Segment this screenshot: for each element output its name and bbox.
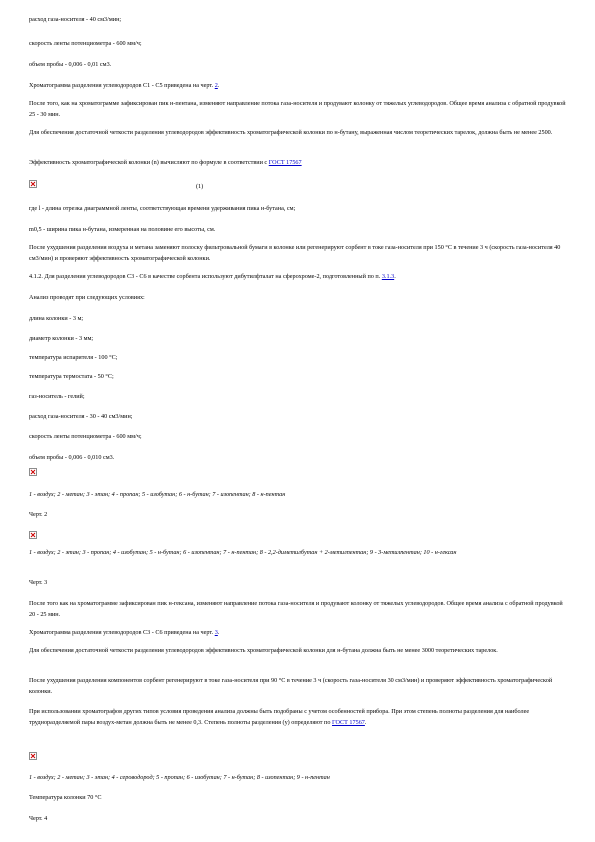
text-thermostat-temp: температура термостата - 50 °С; xyxy=(29,373,114,380)
broken-image-icon xyxy=(29,180,37,188)
paragraph-chromatogram-c3-c6: Хроматограмма разделения углеводородов С3 - С6 приведена на черт. 3. xyxy=(29,629,220,636)
caption-fig-3: Черт. 3 xyxy=(29,579,48,586)
legend-fig-4: 1 - воздух; 2 - метан; 3 - этан; 4 - сероводород; 5 - пропан; 6 - изобутан; 7 - н-бутан; 8 - изопентан; 9 - н-пентан xyxy=(29,774,330,781)
paragraph-other-chromatographs: При использовании хроматографов других типов условия проведения анализа должны быть подобраны с учетом особенностей прибора. При этом степень полноты разделения для наиболее трудноразделяемой пары воздух-метан должна быть не менее 0,3. Степень полноты разделения (у) определяют по ГОСТ 17567. xyxy=(29,708,530,726)
paragraph-efficiency-formula: Эффективность хроматографической колонки (n) вычисляют по формуле в соответствии с ГОСТ 17567 xyxy=(29,159,302,166)
text-gas-flow: расход газа-носителя - 40 см3/мин; xyxy=(29,16,122,23)
paragraph-4-1-2: 4.1.2. Для разделения углеводородов С3 - С6 в качестве сорбента используют дибутилфталат на сферохроме-2, подготовленный по п. 3.1.3. xyxy=(29,273,396,280)
paragraph-efficiency-butane: Для обеспечения достаточной четкости разделения углеводородов эффективность хроматографической колонки по н-бутану, выраженная числом теоретических тарелок, должна быть не менее 2500. xyxy=(29,129,553,136)
text-tape-speed-2: скорость ленты потенциометра - 600 мм/ч; xyxy=(29,433,142,440)
paragraph-reverse-flow-2: После того как на хроматограмме зафиксирован пик н-гексана, изменяют направление потока газа-носителя и продувают колонку от тяжелых углеводородов. Общее время анализа с обратной продувкой 20 - 25 мин. xyxy=(29,600,563,618)
text-column-diameter: диаметр колонки - 3 мм; xyxy=(29,335,94,342)
text-gas-flow-2: расход газа-носителя - 30 - 40 см3/мин; xyxy=(29,413,133,420)
broken-image-icon xyxy=(29,752,37,760)
text-column-length: длина колонки - 3 м; xyxy=(29,315,84,322)
text-sample-volume-2: объем пробы - 0,006 - 0,010 см3. xyxy=(29,454,115,461)
paragraph-reverse-flow: После того, как на хроматограмме зафиксирован пик н-пентана, изменяют направление потока газа-носителя и продувают колонку от тяжелых углеводородов. Общее время анализа с обратной продувкой 25 - 30 мин. xyxy=(29,100,566,118)
equation-number: (1) xyxy=(196,183,204,190)
caption-fig-2: Черт. 2 xyxy=(29,511,48,518)
link-gost-17567[interactable]: ГОСТ 17567 xyxy=(268,159,302,166)
text-tape-speed: скорость ленты потенциометра - 600 мм/ч; xyxy=(29,40,142,47)
link-fig-3[interactable]: 3 xyxy=(214,629,218,636)
text-where-l: где l - длина отрезка диаграммной ленты, соответствующая времени удерживания пика н-бутана, см; xyxy=(29,205,296,212)
text-evaporator-temp: температура испарителя - 100 °С; xyxy=(29,354,118,361)
link-gost-17567-2[interactable]: ГОСТ 17567 xyxy=(332,719,365,726)
text-conditions: Анализ проводят при следующих условиях: xyxy=(29,294,145,301)
broken-image-icon xyxy=(29,468,37,476)
paragraph-efficiency-3000: Для обеспечения достаточной четкости разделения углеводородов эффективность хроматографической колонки для н-бутана должна быть не менее 3000 теоретических тарелок. xyxy=(29,647,498,654)
legend-fig-2: 1 - воздух; 2 - метан; 3 - этан; 4 - пропан; 5 - изобутан; 6 - н-бутан; 7 - изопентан; 8 - н-пентан xyxy=(29,491,286,498)
text-column-temp-70: Температура колонки 70 °С xyxy=(29,794,102,801)
paragraph-chromatogram-c1-c5: Хроматограмма разделения углеводородов С1 - С5 приведена на черт. 2. xyxy=(29,82,220,89)
text-sample-volume: объем пробы - 0,006 - 0,01 см3. xyxy=(29,61,112,68)
caption-fig-4: Черт. 4 xyxy=(29,815,48,822)
text-carrier-gas: газ-носитель - гелий; xyxy=(29,393,85,400)
paragraph-regenerate-sorbent: После ухудшения разделения воздуха и метана заменяют полоску фильтровальной бумаги в колонке или регенерируют сорбент в токе газа-носителя при 150 °С в течение 3 ч (скорость газа-носителя 40 см3/мин) и проверяют эффективность хроматографической колонки. xyxy=(29,244,561,262)
paragraph-regenerate-90: После ухудшения разделения компонентов сорбент регенерируют в токе газа-носителя при 90 °С в течение 3 ч (скорость газа-носителя 30 см3/мин) и проверяют эффективность хроматографической колонки. xyxy=(29,677,553,695)
link-fig-2[interactable]: 2 xyxy=(214,82,218,89)
text-peak-width: m0,5 - ширина пика н-бутана, измеренная на половине его высоты, см. xyxy=(29,226,216,233)
link-clause-3-1-3[interactable]: 3.1.3 xyxy=(381,273,395,280)
broken-image-icon xyxy=(29,531,37,539)
legend-fig-3: 1 - воздух; 2 - этан; 3 - пропан; 4 - изобутан; 5 - н-бутан; 6 - изопентан; 7 - н-пентан; 8 - 2,2-диметилбутан + 2-метилпентан; 9 - 3-метилпентан; 10 - н-гексан xyxy=(29,549,457,556)
